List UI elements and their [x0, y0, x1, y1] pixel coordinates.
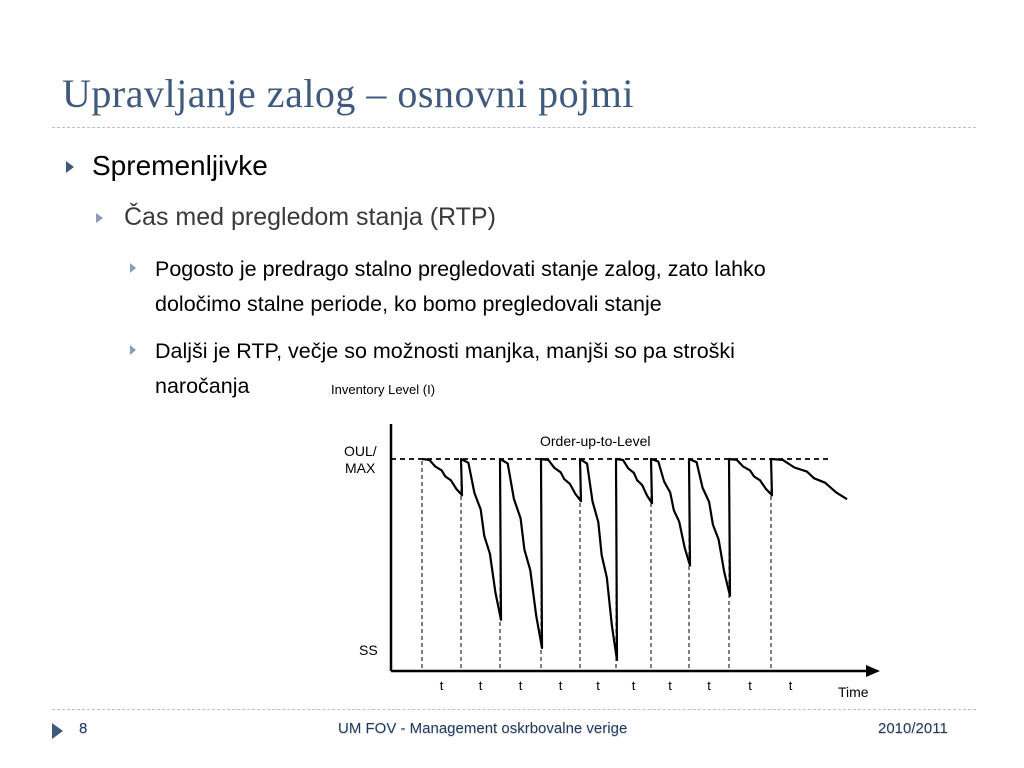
period-label: t — [439, 678, 444, 693]
footer-year: 2010/2011 — [878, 720, 948, 737]
bullet-arrow-icon — [130, 345, 136, 355]
bullet-line: naročanja — [155, 374, 250, 398]
footer-arrow-icon — [52, 723, 63, 739]
bullet-arrow-icon — [130, 263, 136, 273]
title-divider — [52, 127, 976, 128]
period-label: t — [518, 678, 523, 693]
bullet-level1: Spremenljivke — [92, 150, 268, 181]
x-axis-label: Time — [838, 684, 869, 700]
bullet-line: Pogosto je predrago stalno pregledovati stanje zalog, zato lahko — [155, 257, 766, 281]
bullet-level3-first — [155, 252, 766, 322]
period-label: t — [668, 678, 672, 693]
period-label: t — [748, 678, 752, 693]
inventory-chart — [318, 372, 888, 707]
footer-course-title: UM FOV - Management oskrbovalne verige — [338, 720, 628, 737]
y-axis-label: Inventory Level (I) — [331, 382, 436, 397]
period-label: t — [631, 678, 636, 693]
order-up-to-level-label: Order-up-to-Level — [540, 433, 651, 449]
period-label: t — [707, 678, 711, 693]
bullet-line: Daljši je RTP, večje so možnosti manjka, manjši so pa stroški — [155, 339, 735, 363]
period-label: t — [478, 678, 483, 693]
bullet-line: določimo stalne periode, ko bomo pregledovali stanje — [155, 292, 662, 316]
inventory-level-line — [422, 459, 847, 660]
bullet-arrow-icon — [96, 213, 103, 223]
y-tick-label-max: OUL/ — [344, 443, 377, 459]
page-number: 8 — [79, 720, 88, 737]
bullet-arrow-icon — [66, 161, 74, 173]
slide-title: Upravljanje zalog – osnovni pojmi — [62, 71, 634, 116]
period-label: t — [788, 678, 793, 693]
bullet-level2: Čas med pregledom stanja (RTP) — [124, 203, 496, 231]
period-label: t — [596, 678, 600, 693]
x-axis-arrow-icon — [866, 665, 880, 677]
y-tick-label-ss: SS — [359, 642, 378, 658]
period-label: t — [558, 678, 563, 693]
y-tick-label-max: MAX — [345, 460, 376, 476]
footer-divider — [52, 709, 976, 710]
